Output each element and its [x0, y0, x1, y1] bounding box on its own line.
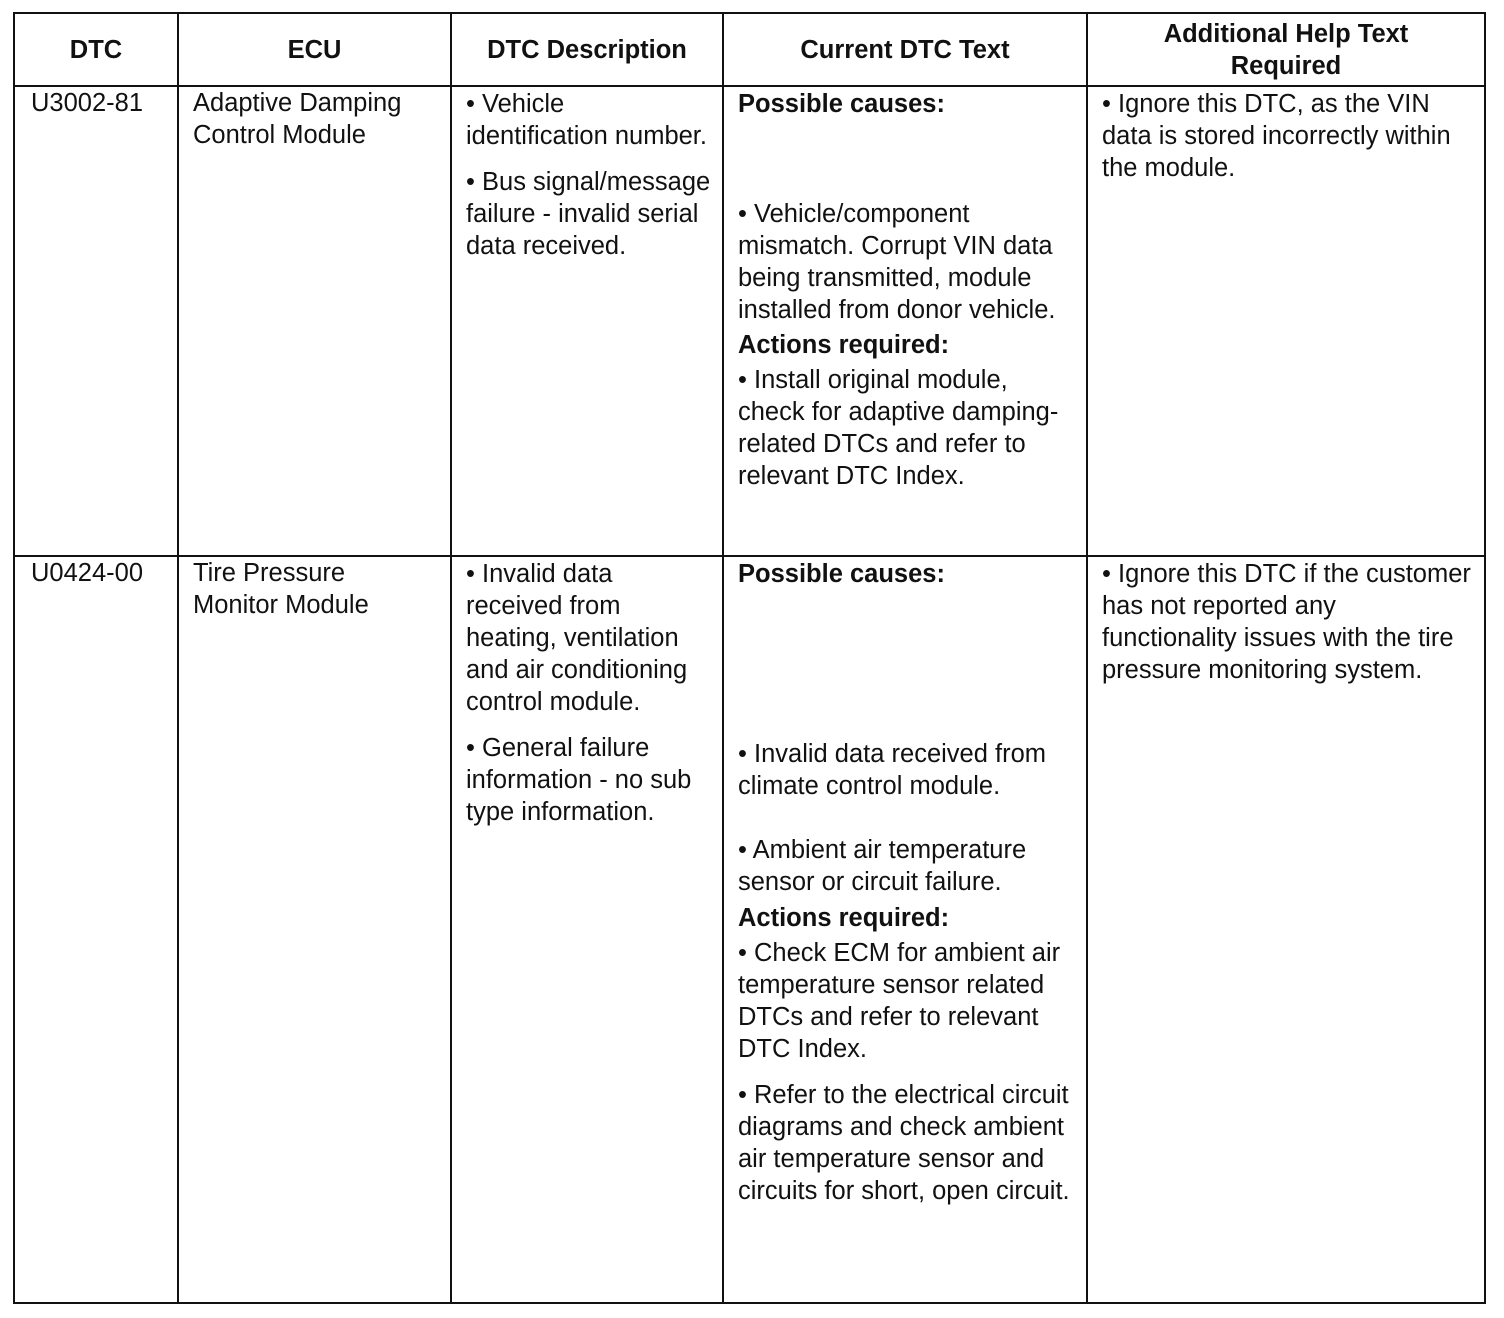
description-item: • Bus signal/message failure - invalid serial data received.	[466, 168, 711, 260]
ecu-cell	[178, 86, 451, 556]
help-text-item: • Ignore this DTC if the customer has not reported any functionality issues with the tire pressure monitoring system.	[1102, 560, 1471, 684]
dtc-code: U3002-81	[31, 89, 143, 117]
possible-causes-label: Possible causes:	[738, 90, 945, 118]
ecu-name-line-2: Control Module	[193, 121, 366, 149]
description-item: • General failure information - no sub type information.	[466, 734, 692, 826]
header-current-dtc-text: Current DTC Text	[723, 13, 1087, 86]
action-item: • Install original module, check for adaptive damping-related DTCs and refer to relevant DTC Index.	[738, 366, 1059, 490]
header-dtc: DTC	[14, 13, 178, 86]
actions-required-label: Actions required:	[738, 331, 950, 359]
header-help-line-2: Required	[1230, 51, 1342, 80]
header-dtc-description: DTC Description	[451, 13, 723, 86]
header-help-line-1: Additional Help Text	[1163, 19, 1409, 48]
dtc-code-cell	[14, 86, 178, 556]
current-text-cell	[723, 556, 1087, 1303]
current-text-cell	[723, 86, 1087, 556]
ecu-name-line-1: Adaptive Damping	[193, 89, 402, 117]
description-item: • Vehicle identification number.	[466, 90, 707, 150]
header-additional-help-text	[1087, 13, 1485, 86]
help-text-cell	[1087, 556, 1485, 1303]
description-item: • Invalid data received from heating, ventilation and air conditioning control module.	[466, 560, 688, 716]
table-row	[14, 556, 1485, 1303]
possible-cause-item: • Vehicle/component mismatch. Corrupt VIN data being transmitted, module installed from donor vehicle.	[738, 200, 1056, 324]
help-text-cell	[1087, 86, 1485, 556]
ecu-cell	[178, 556, 451, 1303]
table-row	[14, 86, 1485, 556]
dtc-code: U0424-00	[31, 559, 143, 587]
dtc-code-cell	[14, 556, 178, 1303]
ecu-name-line-1: Tire Pressure	[193, 559, 346, 587]
header-ecu: ECU	[178, 13, 451, 86]
table-header-row	[14, 13, 1485, 86]
possible-cause-item: • Ambient air temperature sensor or circuit failure.	[738, 836, 1027, 896]
action-item: • Check ECM for ambient air temperature sensor related DTCs and refer to relevant DTC Index.	[738, 939, 1061, 1063]
help-text-item: • Ignore this DTC, as the VIN data is stored incorrectly within the module.	[1102, 90, 1451, 182]
dtc-table	[13, 12, 1486, 1304]
ecu-name-line-2: Monitor Module	[193, 591, 369, 619]
description-cell	[451, 86, 723, 556]
possible-cause-item: • Invalid data received from climate control module.	[738, 740, 1046, 800]
action-item: • Refer to the electrical circuit diagrams and check ambient air temperature sensor and circuits for short, open circuit.	[738, 1081, 1070, 1205]
possible-causes-label: Possible causes:	[738, 560, 945, 588]
description-cell	[451, 556, 723, 1303]
actions-required-label: Actions required:	[738, 904, 950, 932]
